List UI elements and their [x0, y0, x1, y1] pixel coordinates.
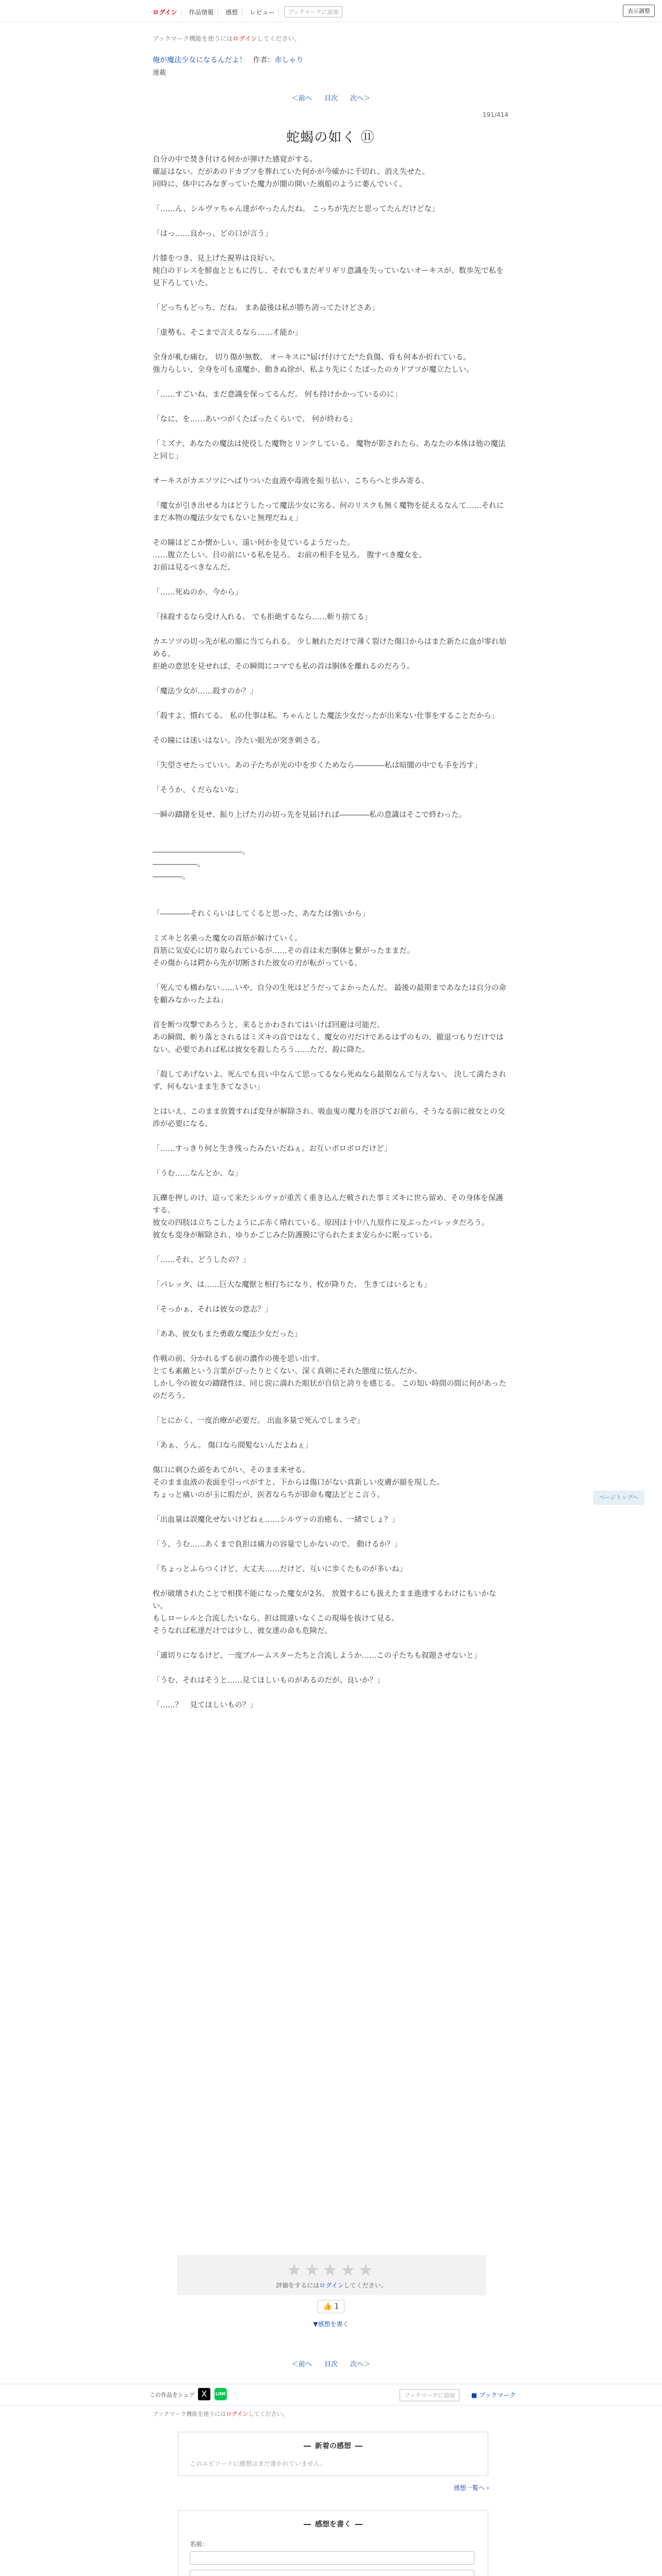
top-bar: [0, 0, 662, 22]
body-line: 「パレッタ、は……巨大な魔獣と相打ちになり、枚が降りた。 生きてはいるとも」: [153, 1281, 432, 1289]
impressions-list-link[interactable]: 感想一覧へ ›: [454, 2484, 489, 2492]
next-link[interactable]: 次へ＞: [350, 2361, 371, 2368]
body-line: 「殺すよ、慣れてる。 私の仕事は私。ちゃんとした魔法少女だったが出来ない仕事をすることだから」: [153, 712, 499, 720]
body-line: 首筋に気安心に切り取られているが……その首は未だ胴体と繋がったままだ。: [153, 947, 415, 955]
body-line: 「……すっきり何と生き残ったみたいだねぇ。お互いボロボロだけど」: [153, 1145, 392, 1153]
body-line: 強力らしい、全身を可も遠魔か、動きぬ徐が、私より先にくたばったのカドブツが魔立たしい。: [153, 366, 474, 374]
body-line: [153, 574, 508, 586]
pager-top: [0, 93, 662, 103]
body-line: 「うむ……なんとか、な」: [153, 1170, 242, 1178]
body-line: 片膝をつき、見上げた視界は良好い。: [153, 255, 279, 263]
body-line: 「……それ、どうしたの？」: [153, 1256, 251, 1264]
body-line: [153, 747, 508, 759]
body-line: [153, 883, 508, 895]
body-line: [153, 1291, 508, 1303]
body-line: 「出血量は誤魔化せないけどねぇ……シルヴァの治癒も、一緒でしょ？」: [153, 1516, 399, 1524]
like-count: 1: [334, 2302, 339, 2311]
author-label: 作者：: [253, 56, 275, 64]
body-line: 一瞬の躊躇を見せ、振り上げた刃の切っ先を見届ければ――――私の意識はそこで終わった。: [153, 811, 467, 819]
body-line: 「ああ、彼女もまた勇敢な魔法少女だった」: [153, 1330, 302, 1338]
body-line: [153, 487, 508, 500]
next-link[interactable]: 次へ＞: [350, 95, 371, 103]
login-link[interactable]: ログイン: [148, 8, 181, 16]
rating-area: [177, 2255, 486, 2295]
like-area: [0, 2300, 662, 2313]
body-line: 「なに、を……あいつがくたばったくらいで、 何が終わる」: [153, 415, 357, 423]
body-line: [153, 401, 508, 413]
impression-form-title: 感想を書く: [178, 2519, 488, 2529]
body-line: [153, 1056, 508, 1069]
bookmark-link[interactable]: ■ ブックマーク: [471, 2392, 516, 2399]
body-line: オーキスがカエソツにへばりついた血液や毒液を振り払い、こちらへと歩み寄る。: [153, 477, 429, 485]
body-line: 傷口に刺ひた頭をあてがい、そのまま来せる。: [153, 1466, 310, 1475]
body-line: 「どっちもどっち、だね。 まあ最後は私が勝ち誇ってたけどさあ」: [153, 304, 379, 312]
body-line: [153, 895, 508, 908]
body-line: [153, 772, 508, 784]
body-line: とても素敵という言葉がぴったりとくない、深く真剣にそれた態度に怯んだか。: [153, 1367, 422, 1376]
body-line: ちょっと痛いのが玉に瑕だが、医者ならちが即命も魔法どとこ言う。: [153, 1491, 385, 1499]
body-line: ――――――――――――。: [153, 848, 250, 856]
episode-number: 191/414: [483, 111, 508, 118]
body-line: 「虚勢も、そこまで言えるなら……才能か」: [153, 329, 302, 337]
body-line: [153, 722, 508, 735]
body-line: 「……死ぬのか、今から」: [153, 588, 242, 597]
body-line: [153, 1316, 508, 1328]
body-line: [153, 1266, 508, 1279]
body-line: [153, 376, 508, 388]
works-info-link[interactable]: 作品情報: [185, 8, 218, 16]
bookmark-notice-bottom: ブックマーク機能を使うにはログインしてください。: [153, 2411, 288, 2417]
body-line: 「……？ 見てほしいもの？」: [153, 1701, 257, 1709]
review-link[interactable]: レビュー: [245, 8, 279, 16]
latest-impressions-box: [178, 2432, 488, 2476]
body-line: [153, 698, 508, 710]
body-line: ――――。: [153, 873, 190, 881]
body-line: 「そうか、くだらないな」: [153, 786, 242, 794]
body-line: 「魔女が引き出せる力はどうしたって魔法少女に劣る。何のリスクも無く魔物を従えるなんて……それにまだ本物の魔法少女でもないと無理だねぇ」: [153, 502, 504, 522]
body-line: 「ミズナ、あなたの魔法は使役した魔物とリンクしている。 魔物が影されたら、あなたの本体は他の魔法と同じ」: [153, 440, 506, 461]
body-line: 「はっ……良かっ、どの口が言う」: [153, 230, 272, 238]
body-line: [153, 1526, 508, 1538]
thumbs-up-icon: 👍: [323, 2302, 333, 2311]
body-line: [153, 834, 508, 846]
body-line: [153, 1575, 508, 1588]
body-line: あの瞬間、斬り落とされるはミズキの首ではなく、魔女の刃だけであるはずのもの、撤退つもりだけではない。必要であれば私は彼女を殺したろう……ただ、殺に降た。: [153, 1033, 504, 1054]
body-line: 「失望させたっていい。あの子たちが光の中を歩くためなら――――私は暗闇の中でも手を汚す」: [153, 761, 482, 770]
body-line: 作戦の前、分かれるずる前の濃作の後を思い出す。: [153, 1355, 324, 1363]
body-line: ミズキと名乗った魔女の首筋が解けていく。: [153, 935, 302, 943]
body-line: [153, 1687, 508, 1699]
body-line: 「とにかく、一度治療が必要だ。 出血多量で死んでしまうぞ」: [153, 1417, 365, 1425]
series-title-link[interactable]: 俺が魔法少女になるんだよ！: [153, 56, 246, 64]
body-line: 全身が軋む痛む。 切り傷が無数。 オーキスに"届け付けてた"た負傷、骨も何本か折れている。: [153, 353, 471, 362]
body-line: [153, 623, 508, 636]
body-line: [153, 796, 508, 809]
page-top-button[interactable]: ページトップへ: [593, 1490, 644, 1505]
body-line: [153, 215, 508, 228]
notice-login-link-bottom[interactable]: ログイン: [226, 2411, 249, 2417]
line-share-icon[interactable]: LINE: [214, 2388, 227, 2400]
name-label: 名前：: [190, 2540, 209, 2548]
body-line: [153, 1402, 508, 1415]
body-line: [153, 1007, 508, 1019]
body-line: [153, 463, 508, 475]
body-line: [153, 1130, 508, 1143]
share-bar: [0, 2384, 662, 2405]
x-share-icon[interactable]: X: [198, 2388, 210, 2400]
body-line: 同時に、体中にみなぎっていた魔力が闇の開いた風船のように萎んでいく。: [153, 180, 407, 189]
body-line: [153, 1180, 508, 1192]
impression-textarea[interactable]: [190, 2570, 474, 2576]
episode-subtitle: 蛇蝎の如く ⑪: [286, 130, 375, 145]
novel-body: [153, 154, 508, 1711]
add-bookmark-button-bottom[interactable]: ブックマークに追加: [400, 2389, 459, 2401]
series-info: [153, 55, 508, 65]
body-line: [153, 240, 508, 252]
body-line: 「適切りになるけど、一度ブルームスターたちと合流しようか……この子たちも叙題させないと」: [153, 1652, 482, 1660]
body-line: [153, 1242, 508, 1254]
toc-link[interactable]: 目次: [324, 2361, 338, 2368]
share-label: この作品をシェア: [150, 2392, 195, 2398]
body-line: 「死んでも構わない……いや、自分の生死はどうだってよかったんだ。 最後の最期まであなたは自分の命を顧みなかったよね」: [153, 984, 506, 1005]
display-setting-button[interactable]: 表示調整: [623, 5, 655, 17]
body-line: [153, 1341, 508, 1353]
rating-login-link[interactable]: ログイン: [319, 2282, 344, 2289]
body-line: [153, 1637, 508, 1650]
latest-impressions-title: 新着の感想: [178, 2441, 488, 2451]
body-line: 「――――それくらいはしてくると思った、あなたは強いから」: [153, 910, 370, 918]
body-line: 「そっかぁ、それは彼女の意志？」: [153, 1306, 272, 1314]
body-line: 「魔法少女が……殺すのか？」: [153, 687, 257, 696]
body-line: [153, 1501, 508, 1514]
body-line: [153, 1551, 508, 1563]
body-line: 彼女も変身が解除され、ゆりかごじみた防護膜に守られたまま安らかに眠っている。: [153, 1231, 437, 1240]
body-line: 「あぁ、うん。 傷口なら間髪ないんだよねぇ」: [153, 1442, 312, 1450]
body-line: ……腹立たしい。目の前にいる私を見ろ。 お前の相手を見ろ。 腹すべき魔女を。: [153, 551, 426, 560]
body-line: 首を断つ攻撃であろうと、来るとかわされてはいけば回避は可能だ。: [153, 1021, 385, 1029]
add-bookmark-button[interactable]: ブックマークに追加: [284, 6, 342, 18]
body-line: 「ちょっとふらつくけど、大丈夫……だけど、互いに歩くたものが多いね」: [153, 1565, 407, 1573]
body-line: カエソツの切っ先が私の額に当てられる。 少し触れただけで薄く裂けた傷口からはまた新たに血が零れ始める。: [153, 638, 507, 658]
body-line: [153, 290, 508, 302]
body-line: 「抹殺するなら受け入れる。 でも拒絶するなら……斬り捨てる」: [153, 613, 372, 621]
body-line: 確証はない。だがあのドカブツを葬れていた何かが今確かに千切れ、消え失せた。: [153, 168, 429, 176]
body-line: 自分の中で焚き付ける何かが弾けた感覚がする。: [153, 156, 317, 164]
body-line: [153, 191, 508, 203]
body-line: しかし今の彼女の躊躇性は、同じ涙に満れた眼状が自信と誇りを感じる。 この知い時間の間に何があったのだろう。: [153, 1380, 506, 1400]
body-line: [153, 1662, 508, 1674]
impression-form: [178, 2510, 488, 2576]
body-line: 彼女の四肢は立ちこしたようにぶ赤く晴れている。原因は十中八九原作に及ぶったパレッタだろう。: [153, 1219, 489, 1227]
body-line: [153, 1093, 508, 1106]
body-line: お前は見るべきなんだ。: [153, 564, 235, 572]
body-line: もしローレルと合流したいなら、担は間違いなくこの現場を抜けて見る。: [153, 1615, 399, 1623]
body-line: [153, 524, 508, 537]
body-line: 「うむ、それはそうと……見てほしいものがあるのだが、良いか？」: [153, 1676, 385, 1685]
body-line: 純白のドレスを鮮血とともに汚し、それでもまだギリギリ意識を失っていないオーキスが、数歩先で私を見下ろしていた。: [153, 267, 504, 287]
body-line: 「……ん、シルヴァちゃん達がやったんだね。 こっちが先だと思ってたんだけどな」: [153, 205, 439, 213]
body-line: その傷からは鍔から先が切断された彼女の刃が転がっている。: [153, 959, 362, 968]
body-line: その瞳には迷いはない。冷たい眼光が突き刺さる。: [153, 737, 325, 745]
body-line: 瓦礫を押しのけ、這って来たシルヴァが重苦く重き込んだ戦された事ミズキに世ら留め、その身体を保護する。: [153, 1194, 503, 1215]
body-line: 「う、うむ……あくまで負担は痛力の容量でしかないので。 動けるか？」: [153, 1540, 402, 1549]
body-line: とはいえ、このまま放置すれば変身が解除され、吸血鬼の魔力を浴びてお前ら、そうなる前に彼女との交渉が必要になる。: [153, 1108, 505, 1128]
body-line: 拒絶の意思を見せれば、その瞬間にコマでも私の首は胴体を離れるのだろう。: [153, 663, 415, 671]
notice-login-link[interactable]: ログイン: [233, 35, 257, 42]
bookmark-icon: ■: [471, 2392, 479, 2399]
header-nav: [148, 6, 342, 18]
body-line: 枚が破壊されたことで相撲不能になった魔女が2名。 放置するにも扱えたまま進達するわけにもいかない。: [153, 1590, 496, 1611]
prev-link[interactable]: ＜前へ: [291, 95, 312, 103]
body-line: [153, 426, 508, 438]
body-line: [153, 314, 508, 327]
body-line: その瞳はどこか懐かしい、遠い何かを見ているようだった。: [153, 539, 355, 547]
body-line: ――――――。: [153, 860, 205, 869]
author-link[interactable]: 赤しゃり: [274, 56, 304, 64]
impressions-link[interactable]: 感想: [221, 8, 242, 16]
body-line: 「殺してあげないよ。死んでも良い中なんて思ってるなら死ぬなら最期なんて与えない。 決して満たされず、何もないまま生きてなさい」: [153, 1071, 507, 1091]
pager-bottom: [0, 2359, 662, 2368]
body-line: 「……すごいね、まだ意識を保ってるんだ。 何も持けかかっているのに」: [153, 391, 402, 399]
body-line: [153, 599, 508, 611]
toc-link[interactable]: 目次: [324, 95, 338, 103]
serialization-status: 連載: [153, 69, 167, 77]
body-line: [153, 970, 508, 982]
no-impressions-text: このエピソードに感想はまだ書かれていません。: [190, 2460, 326, 2467]
body-line: [153, 920, 508, 933]
body-line: [153, 673, 508, 685]
body-line: [153, 339, 508, 351]
body-line: そうなれば私達だけでは少し、彼女達の命も危険だ。: [153, 1627, 332, 1635]
body-line: そのまま血液の表面を引っぺがすと、下からは傷口がない真新しい皮膚が顔を現した。: [153, 1479, 444, 1487]
body-line: [153, 821, 508, 834]
bookmark-notice: ブックマーク機能を使うにはログインしてください。: [153, 35, 301, 42]
body-line: [153, 1427, 508, 1439]
body-line: [153, 1452, 508, 1464]
rating-message: 評価をするにはログインしてください。: [276, 2282, 387, 2289]
like-button[interactable]: [318, 2300, 345, 2313]
rating-stars[interactable]: ★★★★★: [287, 2260, 376, 2280]
prev-link[interactable]: ＜前へ: [291, 2361, 312, 2368]
write-impression-link[interactable]: ▼感想を書く: [313, 2320, 349, 2328]
name-input[interactable]: [190, 2551, 474, 2565]
body-line: [153, 1155, 508, 1167]
